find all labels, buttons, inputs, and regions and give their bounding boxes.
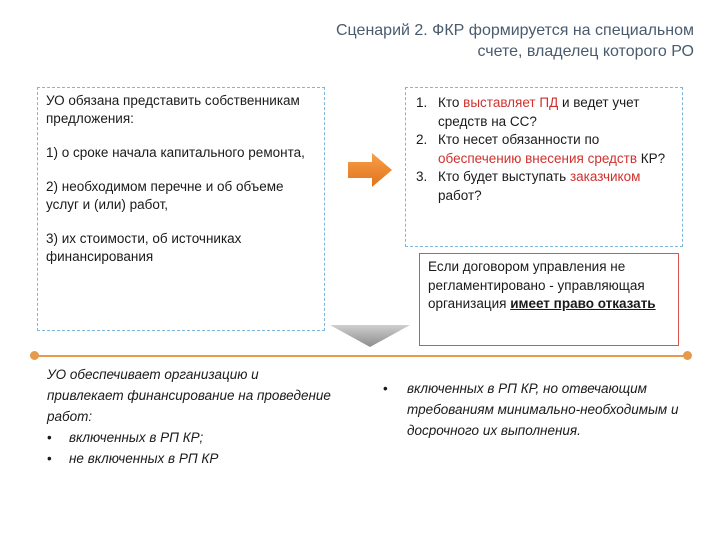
bullet-icon: • [47,451,52,466]
questions-list [416,94,674,205]
uo-financing-item-1: • включенных в РП КР; [47,427,337,448]
highlight-funding: обеспечению внесения средств [438,150,638,166]
uo-obligation-item-3: 3) их стоимости, об источниках финансирования [46,231,242,264]
orange-right-arrow-icon [348,153,392,187]
refusal-note-text: Если договором управления не регламентировано - управляющая организация [428,259,645,311]
title-line-2: счете, владелец которого РО [477,43,694,60]
highlight-customer: заказчиком [569,169,641,184]
title-line-1: Сценарий 2. ФКР формируется на специальном [336,22,694,39]
questions-box [405,87,683,247]
question-1: 1. Кто выставляет ПД и ведет учет средств на СС? [416,95,640,129]
bullet-icon: • [383,381,388,396]
divider-dot-left [30,351,39,360]
uo-obligations-box [37,87,325,331]
refusal-note-box [419,253,679,346]
uo-obligation-item-1: 1) о сроке начала капитального ремонта, [46,145,305,160]
included-works-note [383,378,683,441]
divider-line [30,355,690,357]
uo-financing-list [47,427,337,469]
uo-obligation-item-2: 2) необходимом перечне и об объеме услуг и (или) работ, [46,179,284,212]
uo-obligations-intro: УО обязана представить собственникам предложения: [46,93,300,126]
uo-financing-item-2: • не включенных в РП КР [47,448,337,469]
question-3: 3. Кто будет выступать заказчиком работ? [416,169,641,203]
slide-title [234,20,694,62]
divider-dot-right [683,351,692,360]
question-2: 2. Кто несет обязанности по обеспечению внесения средств КР? [416,132,666,166]
gray-down-arrow-icon [330,325,410,347]
bullet-icon: • [47,430,52,445]
included-works-text: включенных в РП КР, но отвечающим требованиям минимально-необходимым и досрочного их выполнения. [407,381,679,438]
uo-financing-intro: УО обеспечивает организацию и привлекает финансирование на проведение работ: [47,367,331,424]
uo-financing-block [47,364,337,469]
highlight-pd: выставляет ПД [463,95,559,110]
refusal-note-emphasis: имеет право отказать [510,296,656,311]
